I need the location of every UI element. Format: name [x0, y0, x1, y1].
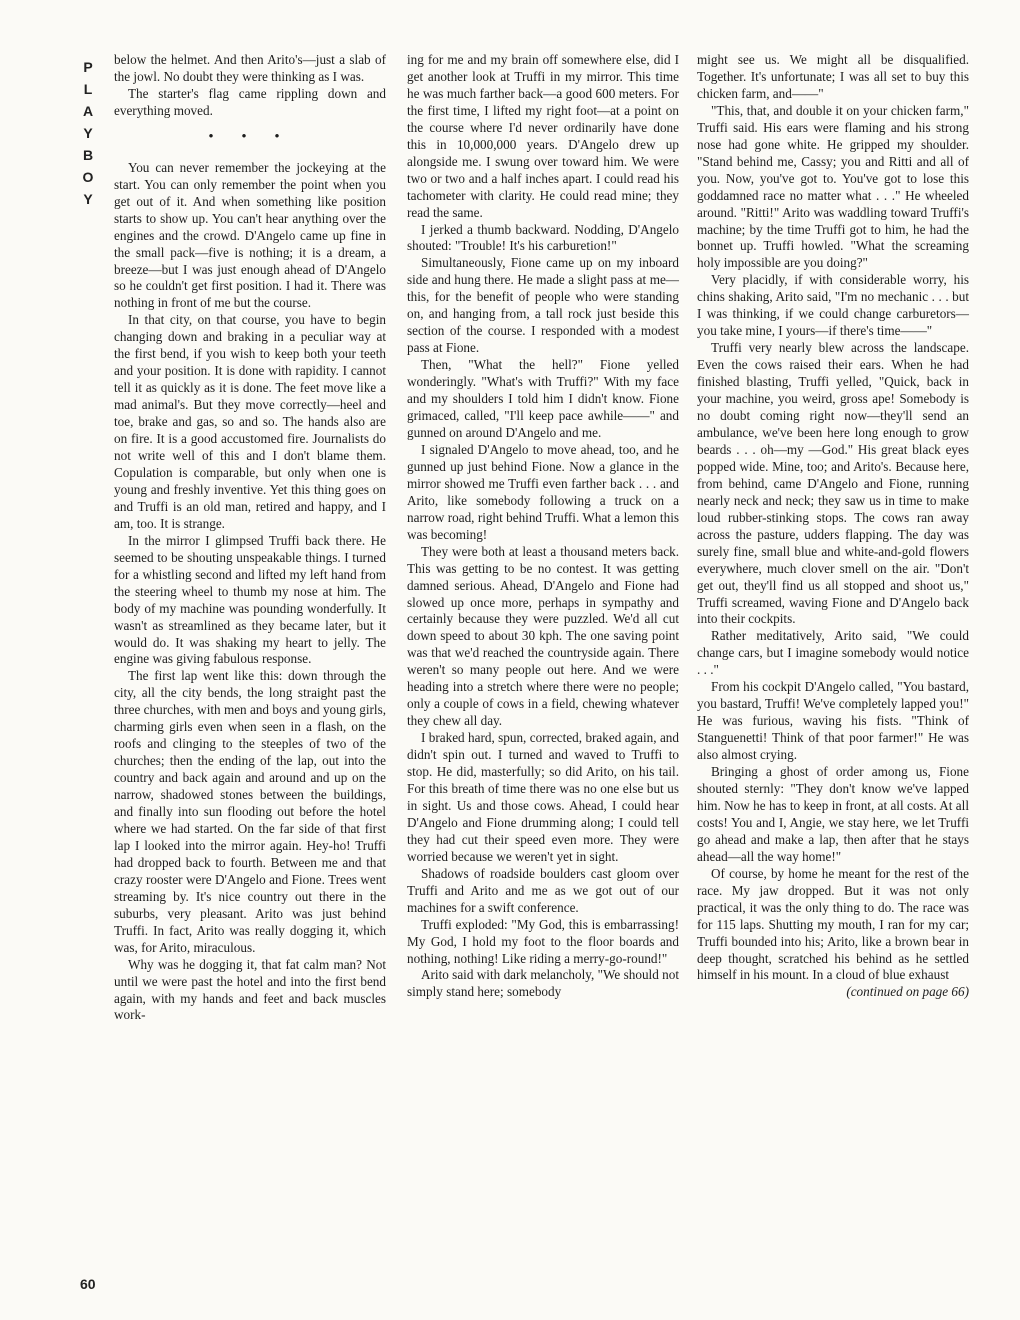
paragraph: I jerked a thumb backward. Nodding, D'Angelo shouted: "Trouble! It's his carburetion!": [407, 221, 679, 254]
text-column-3: [697, 52, 969, 1001]
paragraph: Shadows of roadside boulders cast gloom over Truffi and Arito and me as we got out of our machines for a swift conference.: [407, 865, 679, 915]
paragraph: From his cockpit D'Angelo called, "You bastard, you bastard, Truffi! We've completely lapped you!" He was furious, waving his fists. "Think of Stanguenetti! Think of that poor farmer!" He was also almost crying.: [697, 679, 969, 763]
paragraph: below the helmet. And then Arito's—just a slab of the jowl. No doubt they were thinking as I was.: [114, 52, 386, 84]
text-column-1: [114, 52, 386, 1024]
paragraph: In the mirror I glimpsed Truffi back there. He seemed to be shouting unspeakable things. I turned for a whistling second and lifted my left hand from the steering wheel to thumb my nose at him. The body of my machine was pounding wonderfully. It wasn't as streamlined as they became later, but it would do. It was shaking my heart to jelly. The engine was giving fabulous response.: [114, 532, 386, 667]
paragraph: In that city, on that course, you have to begin changing down and braking in a peculiar way at the first bend, if you wish to keep both your teeth and your position. It is done with rapidity. I cannot tell it as quickly as it is done. The feet move like a mad animal's. But they move correctly—heel and toe, brake and gas, so and so. The hands also are on fire. It is a good accustomed fire. Journalists do not write well of this and I don't blame them. Copulation is comparable, but only when one is young and freshly inventive. Yet this thing goes on and Truffi is an old man, retired and happy, and I am, too. It is strange.: [114, 312, 386, 531]
paragraph: You can never remember the jockeying at the start. You can only remember the point when you get out of it. And when something like position starts to show up. You can't hear anything over the engines and the crowd. D'Angelo came up fine in the small pack—five is nothing; it is a dream, a breeze—but I was just enough ahead of D'Angelo so he couldn't get first position. I had it. There was nothing in front of me but the course.: [114, 159, 386, 311]
paragraph: ing for me and my brain off somewhere else, did I get another look at Truffi in my mirror. This time he was much farther back—a good 600 meters. For the first time, I lifted my right foot—at a point on the course where I'd never ordinarily have done this in 10,000,000 years. D'Angelo drew up alongside me. I swung over toward him. We were two or two and a half inches apart. I could read his tachometer with clarity. He could read mine; they read the same.: [407, 52, 679, 220]
paragraph: might see us. We might all be disqualified. Together. It's unfortunate; I was all set to buy this chicken farm, and——": [697, 52, 969, 101]
paragraph: Truffi very nearly blew across the landscape. Even the cows raised their ears. When he had finished blasting, Truffi yelled, "Quick, back in your machine, you weird, gross ape! Somebody is no doubt coming right now—they'll send an ambulance, we've been here long enough to grow beards . . . oh—my —God." His great black eyes popped wide. Mine, too; and Arito's. Because here, from behind, came D'Angelo and Fione, running nearly neck and neck; they saw us in time to make loud rubber-stinking stops. The cows ran away across the pasture, udders flapping. The day was surely fine, small blue and white-and-gold flowers everywhere, much clover smell on the air. "Don't get out, they'll find us all stopped and shoot us," Truffi screamed, waving Fione and D'Angelo back into their cockpits.: [697, 340, 969, 627]
paragraph: Of course, by home he meant for the rest of the race. My jaw dropped. But it was not only practical, it was the only thing to do. The race was for 115 laps. Shutting my mouth, I ran for my car; Truffi bounded into his; Arito, like a brown bear in deep thought, scratched his behind as he settled himself in his mount. In a cloud of blue exhaust: [697, 865, 969, 983]
paragraph: "This, that, and double it on your chicken farm," Truffi said. His ears were flaming and his strong nose had gone white. He gripped my shoulder. "Stand behind me, Cassy; you and Ritti and all of you. Now, you've got to. You've got to lose this goddamned race no matter what . . ." He wheeled around. "Ritti!" Arito was waddling toward Truffi's machine; by the time Truffi got to him, he had the bonnet up. Truffi howled. "What the screaming holy impossible are you doing?": [697, 102, 969, 271]
paragraph: The starter's flag came rippling down and everything moved.: [114, 85, 386, 118]
paragraph: Why was he dogging it, that fat calm man? Not until we were past the hotel and into the first bend again, with my hands and feet and back muscles work-: [114, 956, 386, 1023]
paragraph: Simultaneously, Fione came up on my inboard side and hung there. He made a slight pass at me—this, for the benefit of people who were standing on, and hanging from, a tall rock just beside this section of the course. I responded with a modest pass at Fione.: [407, 255, 679, 356]
paragraph: I braked hard, spun, corrected, braked again, and didn't spin out. I turned and waved to Truffi to stop. He did, masterfully; so did Arito, on his tail. For this breath of time there was no one else but us in sight. Us and those cows. Ahead, I could hear D'Angelo and Fione drumming along; I could tell they had cut their speed even more. They were worried because we weren't yet in sight.: [407, 730, 679, 864]
paragraph: Truffi exploded: "My God, this is embarrassing! My God, I hold my foot to the floor boards and nothing, nothing! Like riding a merry-go-round!": [407, 916, 679, 966]
paragraph: Rather meditatively, Arito said, "We could change cars, but I imagine somebody would notice . . .": [697, 628, 969, 678]
paragraph: Then, "What the hell?" Fione yelled wonderingly. "What's with Truffi?" With my face and my shoulders I told him I didn't know. Fione grimaced, called, "I'll keep pace awhile——" and gunned on around D'Angelo and me.: [407, 357, 679, 440]
paragraph: Bringing a ghost of order among us, Fione shouted sternly: "They don't know we've lapped him. Now he has to keep in front, at all costs. At all costs! You and I, Angie, we stay here, we let Truffi go ahead and make a lap, then after that he stays ahead—all the way home!": [697, 764, 969, 864]
magazine-name-vertical: PLAYBOY: [82, 59, 94, 207]
section-break: • • •: [208, 128, 292, 145]
paragraph: Very placidly, if with considerable worry, his chins shaking, Arito said, "I'm no mechanic . . . but I was thinking, if we could change carburetors—you take mine, I yours—if there's time——": [697, 272, 969, 339]
continued-note: (continued on page 66): [846, 984, 969, 1000]
text-column-2: [407, 52, 679, 1001]
paragraph: They were both at least a thousand meters back. This was getting to be no contest. It was getting damned serious. Ahead, D'Angelo and Fione had slowed up once more, perhaps in sympathy and certainly because they were puzzled. We'd all cut down speed to about 30 kph. The one saving point was that we'd reached the countryside again. There weren't so many people out here. And we were heading into a stretch where there were no people; only a couple of cows in a field, chewing whatever they chew all day.: [407, 543, 679, 729]
page-number: 60: [80, 1276, 96, 1292]
paragraph: I signaled D'Angelo to move ahead, too, and he gunned up just behind Fione. Now a glance in the mirror showed me Truffi even farther back . . . and Arito, like somebody following a truck on a narrow road, right behind Truffi. What a lemon this was becoming!: [407, 441, 679, 542]
paragraph: The first lap went like this: down through the city, all the city bends, the long straight past the three churches, with men and boys and young girls, charming girls even when seen in a flash, on the roofs and clinging to the steeples of two of the churches; then the ending of the lap, out into the country and back again and around and up on the narrow, shadowed stones between the buildings, and finally into sun flooding out before the hotel where we had started. On the far side of that first lap I looked into the mirror again. Hey-ho! Truffi had dropped back to fourth. Between me and that crazy rooster were D'Angelo and Fione. Trees went streaming by. It's nice country out there in the suburbs, very pleasant. Arito was just behind Truffi. In fact, Arito was really dogging it, which was, for Arito, miraculous.: [114, 668, 386, 955]
paragraph: Arito said with dark melancholy, "We should not simply stand here; somebody: [407, 967, 679, 1000]
